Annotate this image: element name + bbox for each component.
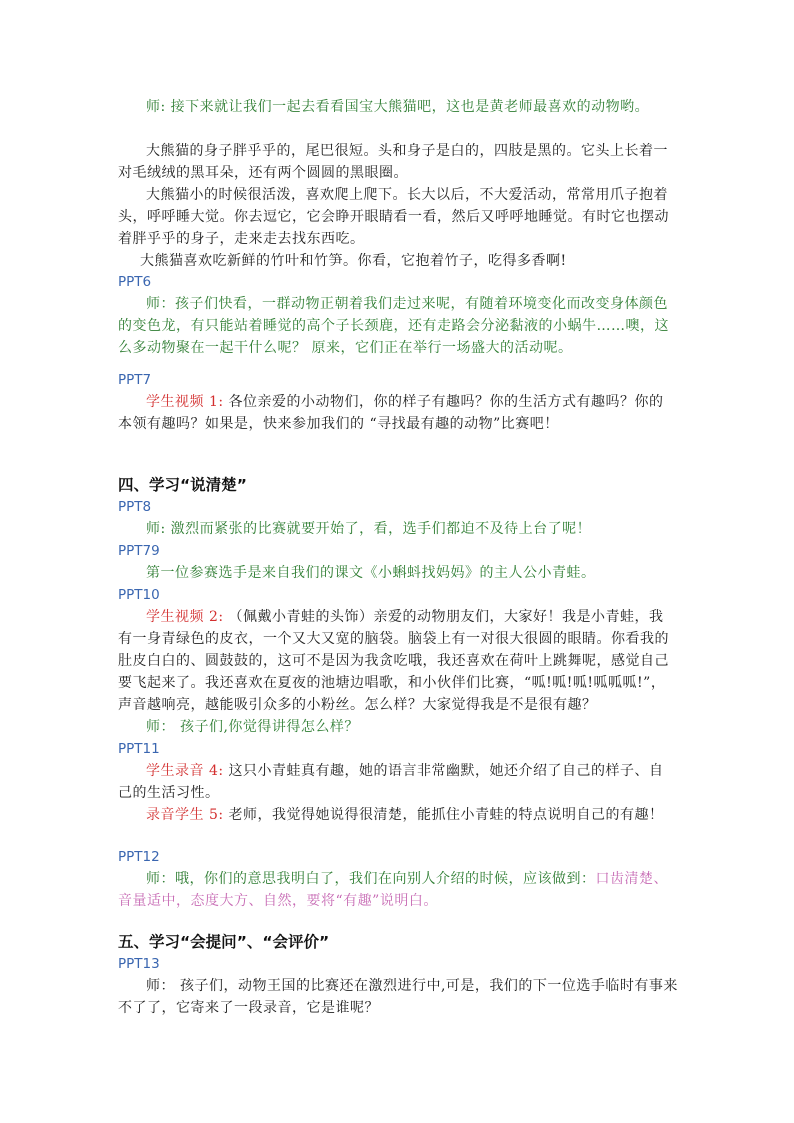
teacher-contest-start (118, 518, 678, 540)
paragraph-text: 各位亲爱的小动物们，你的样子有趣吗？你的生活方式有趣吗？你的本领有趣吗？如果是，快来参加我们的 “寻找最有趣的动物”比赛吧！ (118, 394, 664, 432)
first-contestant (118, 562, 678, 584)
paragraph-text: 这只小青蛙真有趣，她的语言非常幽默，她还介绍了自己的样子、自己的生活习性。 (118, 763, 664, 801)
section-heading-5: 五、学习“会提问”、“会评价” (118, 933, 330, 951)
ppt-label: PPT12 (118, 849, 160, 865)
student-audio-5 (118, 804, 678, 826)
student-video-2 (118, 606, 678, 716)
teacher-intro-panda (118, 96, 678, 118)
paragraph-text: 师：哦，你们的意思我明白了，我们在向别人介绍的时候，应该做到： (146, 871, 596, 887)
student-audio-4 (118, 760, 678, 804)
section-heading-4: 四、学习“说清楚” (118, 476, 247, 494)
panda-description-1 (118, 140, 678, 184)
paragraph-text: 大熊猫的身子胖乎乎的，尾巴很短。头和身子是白的，四肢是黑的。它头上长着一对毛绒绒的黑耳朵，还有两个圆圆的黑眼圈。 (118, 143, 668, 181)
speaker-label: 学生视频 1: (146, 394, 224, 410)
summary-highlight: 口齿清楚、音量适中，态度大方、自然，要将“有趣”说明白。 (118, 871, 668, 909)
teacher-summary (118, 868, 678, 912)
paragraph-text: 师： 孩子们，动物王国的比赛还在激烈进行中,可是，我们的下一位选手临时有事来不了了，它寄来了一段录音，它是谁呢？ (118, 978, 678, 1016)
teacher-animals-gathering (118, 293, 678, 359)
paragraph-text: 师：孩子们快看，一群动物正朝着我们走过来呢，有随着环境变化而改变身体颜色的变色龙，有只能站着睡觉的高个子长颈鹿，还有走路会分泌黏液的小蜗牛……噢，这么多动物聚在一起干什么呢？ 原来，它们正在举行一场盛大的活动呢。 (118, 296, 669, 356)
paragraph-text: 大熊猫喜欢吃新鲜的竹叶和竹笋。你看，它抱着竹子，吃得多香啊! (140, 253, 567, 269)
ppt-label: PPT13 (118, 956, 160, 972)
paragraph-text: 师: 激烈而紧张的比赛就要开始了，看，选手们都迫不及待上台了呢！ (146, 521, 592, 537)
speaker-label: 学生录音 4: (146, 763, 224, 779)
teacher-question (118, 716, 678, 738)
speaker-label: 学生视频 2: (146, 609, 224, 625)
paragraph-text: （佩戴小青蛙的头饰）亲爱的动物朋友们，大家好！我是小青蛙，我有一身青绿色的皮衣，一个又大又宽的脑袋。脑袋上有一对很大很圆的眼睛。你看我的肚皮白白的、圆鼓鼓的，这可不是因为我贪吃哦，我还喜欢在荷叶上跳舞呢，感觉自己要飞起来了。我还喜欢在夏夜的池塘边唱歌，和小伙伴们比赛，“呱!呱!呱!呱呱呱!”，声音越响亮，越能吸引众多的小粉丝。怎么样？大家觉得我是不是很有趣？ (118, 609, 669, 713)
ppt-label: PPT7 (118, 372, 152, 388)
paragraph-text: 老师，我觉得她说得很清楚，能抓住小青蛙的特点说明自己的有趣！ (223, 807, 664, 823)
paragraph-text: 第一位参赛选手是来自我们的课文《小蝌蚪找妈妈》的主人公小青蛙。 (146, 565, 596, 581)
student-video-1 (118, 391, 678, 435)
paragraph-text: 师: 接下来就让我们一起去看看国宝大熊猫吧，这也是黄老师最喜欢的动物哟。 (146, 99, 650, 115)
paragraph-text: 大熊猫小的时候很活泼，喜欢爬上爬下。长大以后，不大爱活动，常常用爪子抱着头，呼呼睡大觉。你去逗它，它会睁开眼睛看一看，然后又呼呼地睡觉。有时它也摆动着胖乎乎的身子，走来走去找东西吃。 (118, 187, 669, 247)
panda-description-3 (118, 250, 678, 272)
ppt-label: PPT79 (118, 543, 160, 559)
ppt-label: PPT10 (118, 587, 160, 603)
ppt-label: PPT8 (118, 499, 152, 515)
teacher-next-contestant (118, 975, 678, 1019)
ppt-label: PPT11 (118, 741, 160, 757)
ppt-label: PPT6 (118, 274, 152, 290)
panda-description-2 (118, 184, 678, 250)
speaker-label: 录音学生 5: (146, 807, 224, 823)
paragraph-text: 师： 孩子们,你觉得讲得怎么样？ (146, 719, 359, 735)
